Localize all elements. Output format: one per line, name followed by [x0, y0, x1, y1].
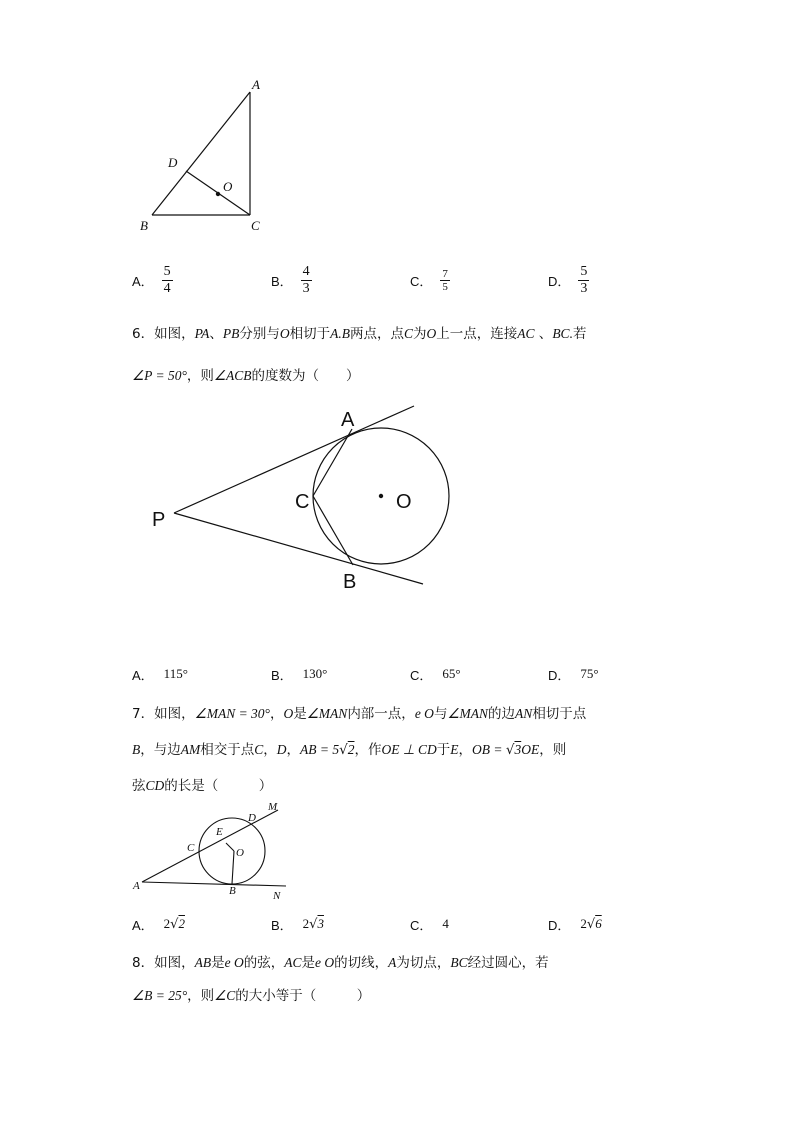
label-O: O [223, 179, 233, 194]
q6-line-2 [132, 364, 359, 384]
option-value: 65° [442, 666, 461, 681]
q5-option-b[interactable] [271, 260, 312, 300]
label-B: B [229, 885, 236, 897]
math: A.B [330, 326, 350, 341]
option-radicand: 6 [595, 916, 602, 931]
math: AB = 5 [300, 742, 340, 757]
q7-option-d[interactable] [548, 904, 602, 944]
label-E: E [216, 826, 223, 838]
q7-line-1 [132, 702, 586, 722]
text: 相切于 [289, 326, 331, 342]
math: AM [180, 742, 201, 757]
option-letter: D． [548, 273, 571, 289]
option-letter: D． [548, 917, 571, 933]
text: 相切于点 [532, 706, 587, 722]
math: E [450, 742, 459, 757]
denominator: 5 [442, 280, 448, 293]
label-N: N [273, 890, 281, 902]
option-letter: C． [410, 917, 433, 933]
text: 的大小等于（ ） [235, 988, 371, 1004]
label-O: O [396, 491, 412, 513]
option-coef: 4 [442, 916, 449, 931]
option-letter: A． [132, 667, 154, 683]
label-A: A [341, 409, 355, 431]
label-C: C [187, 842, 195, 854]
math: ∠B = 25° [132, 988, 188, 1003]
label-B: B [343, 571, 357, 593]
q6-line-1 [132, 322, 586, 342]
text: 相交于点 [200, 742, 255, 758]
option-coef: 2 [163, 916, 171, 931]
numerator: 5 [580, 263, 588, 279]
label-C: C [295, 491, 310, 513]
math: BC. [552, 326, 573, 341]
text: 是 [293, 706, 307, 722]
q7-option-a[interactable] [132, 904, 185, 944]
label-A: A [252, 77, 260, 92]
fraction [440, 268, 450, 293]
text: 与 [433, 706, 448, 722]
q5-option-d[interactable] [548, 260, 589, 300]
math: A [388, 955, 397, 970]
label-B: B [140, 218, 148, 233]
text: ，则 [187, 988, 215, 1004]
option-letter: C． [410, 273, 433, 289]
math: B [132, 742, 141, 757]
text: 于 [436, 742, 451, 758]
text: 的弦， [243, 955, 285, 971]
text: ， [458, 742, 472, 758]
text: 为切点， [396, 955, 451, 971]
option-coef: 2 [302, 916, 310, 931]
math: e O [224, 955, 244, 970]
numerator: 4 [302, 263, 310, 279]
option-radicand: 3 [317, 916, 324, 931]
text: 分别与 [239, 326, 280, 342]
text: ，则 [539, 742, 567, 758]
denominator: 3 [580, 280, 588, 296]
math: AB [194, 955, 212, 970]
math: e O [314, 955, 335, 970]
math: O [279, 326, 290, 341]
text: 的边 [488, 706, 516, 722]
denominator: 3 [302, 280, 310, 296]
fraction [301, 264, 312, 297]
math: ∠P = 50° [132, 368, 187, 383]
math: D [276, 742, 287, 757]
math: ∠C [214, 988, 236, 1003]
text: ，则 [186, 368, 214, 384]
label-C: C [251, 218, 260, 233]
option-letter: A． [132, 917, 154, 933]
text: 为 [413, 326, 427, 342]
text: 内部一点， [347, 706, 415, 722]
q6-option-b[interactable] [271, 654, 327, 694]
label-A: A [133, 880, 140, 892]
math: C [403, 326, 413, 341]
numerator: 5 [163, 263, 171, 279]
figure-q5-triangle [130, 70, 280, 240]
label-O: O [236, 847, 244, 859]
math: ∠MAN [447, 706, 489, 721]
text: 弦 [132, 778, 146, 794]
sqrt-sign: √ [586, 916, 596, 932]
fraction [162, 264, 173, 297]
option-value: 130° [302, 666, 328, 681]
math: AC [284, 955, 302, 970]
q6-option-c[interactable] [410, 654, 461, 694]
fraction [578, 264, 589, 297]
q7-options [132, 904, 692, 944]
label-M: M [268, 801, 278, 813]
option-letter: B． [271, 273, 293, 289]
text: ， [286, 742, 301, 758]
text: 7．如图， [132, 706, 195, 722]
math-radicand: 3 [514, 742, 522, 757]
math: ∠MAN = 30° [194, 706, 270, 721]
text: 是 [301, 955, 315, 971]
math: AC [517, 326, 535, 341]
label-D: D [248, 812, 256, 824]
option-radicand: 2 [178, 916, 185, 931]
math: ∠MAN [306, 706, 348, 721]
math-radicand: 2 [347, 742, 355, 757]
q6-option-d[interactable] [548, 654, 599, 694]
math: OE ⊥ CD [381, 742, 437, 757]
sqrt-sign: √ [505, 742, 515, 758]
text: ， [269, 706, 284, 722]
numerator: 7 [442, 267, 448, 280]
math: PB [222, 326, 240, 341]
option-letter: C． [410, 667, 433, 683]
option-letter: D． [548, 667, 571, 683]
math: e O [414, 706, 434, 721]
q5-option-a[interactable] [132, 260, 173, 300]
math: PA [194, 326, 210, 341]
sqrt-sign: √ [339, 742, 348, 758]
math: BC [450, 955, 468, 970]
q6-option-a[interactable] [132, 654, 188, 694]
q8-line-2 [132, 984, 370, 1004]
option-value: 75° [580, 666, 599, 681]
figure-q6-circle-tangents [140, 395, 460, 605]
label-P: P [152, 509, 166, 531]
q7-line-2 [132, 738, 566, 758]
q7-option-b[interactable] [271, 904, 324, 944]
text: 两点，点 [349, 326, 404, 342]
math: OE [521, 742, 540, 757]
option-letter: B． [271, 667, 293, 683]
math: OB = [472, 742, 506, 757]
text: 、 [209, 326, 223, 342]
math: CD [145, 778, 165, 793]
q7-line-3 [132, 774, 272, 794]
text: 6．如图， [132, 326, 195, 342]
label-D: D [168, 155, 178, 170]
math: C [254, 742, 264, 757]
text: 的度数为（ ） [251, 368, 360, 384]
text: 的切线， [334, 955, 389, 971]
figure-q7-angle-circle [130, 798, 295, 908]
option-letter: A． [132, 273, 154, 289]
text: 若 [572, 326, 587, 342]
text: 8．如图， [132, 955, 195, 971]
math: AN [515, 706, 533, 721]
sqrt-sign: √ [309, 916, 318, 932]
text: 是 [211, 955, 225, 971]
q5-option-c[interactable] [410, 260, 450, 300]
text: 的长是（ ） [164, 778, 273, 794]
option-letter: B． [271, 917, 293, 933]
math: O [283, 706, 294, 721]
text: ，与边 [140, 742, 181, 758]
q8-line-1 [132, 951, 549, 971]
sqrt-sign: √ [170, 916, 179, 932]
denominator: 4 [163, 280, 171, 296]
q5-options [132, 260, 692, 300]
text: ，作 [354, 742, 382, 758]
math: ∠ACB [213, 368, 252, 383]
option-coef: 2 [580, 916, 587, 931]
q6-options [132, 654, 692, 694]
text: 上一点，连接 [436, 326, 518, 342]
q7-option-c[interactable] [410, 904, 449, 944]
option-value: 115° [163, 666, 188, 681]
text: 经过圆心，若 [467, 955, 549, 971]
text: ， [263, 742, 277, 758]
math: O [426, 326, 437, 341]
text: 、 [534, 326, 553, 342]
